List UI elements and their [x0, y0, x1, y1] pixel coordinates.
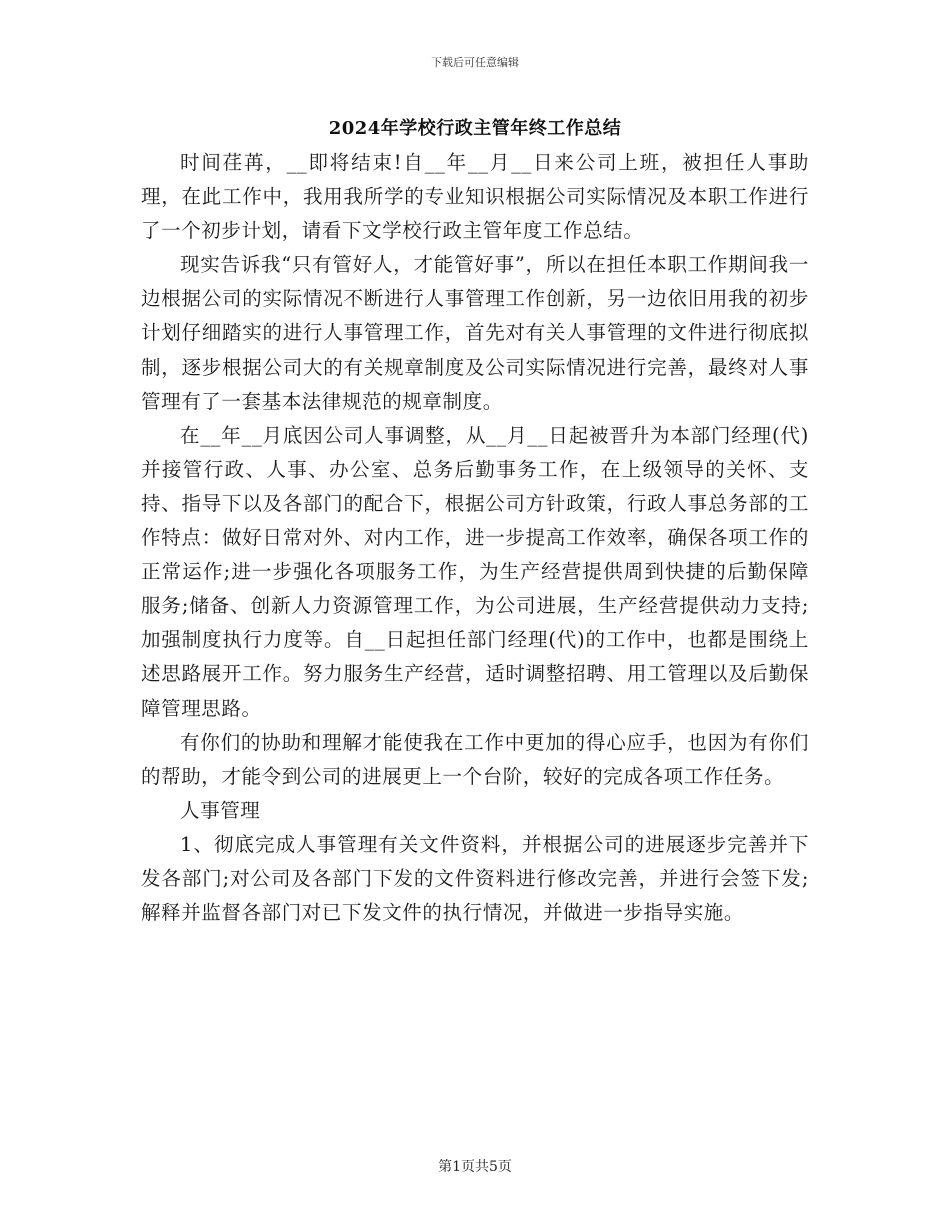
paragraph-promotion: 在__年__月底因公司人事调整，从__月__日起被晋升为本部门经理(代)并接管行政、人事、办公室、总务后勤事务工作，在上级领导的关怀、支持、指导下以及各部门的配合下，根据公司方针政策，行政人事总务部的工作特点：做好日常对外、对内工作，进一步提高工作效率，确保各项工作的正常运作;进一步强化各项服务工作，为生产经营提供周到快捷的后勤保障服务;储备、创新人力资源管理工作，为公司进展，生产经营提供动力支持;加强制度执行力度等。自__日起担任部门经理(代)的工作中，也都是围绕上述思路展开工作。努力服务生产经营，适时调整招聘、用工管理以及后勤保障管理思路。 [141, 423, 809, 720]
document-body [141, 146, 809, 930]
paragraph-thanks: 有你们的协助和理解才能使我在工作中更加的得心应手，也因为有你们的帮助，才能令到公司的进展更上一个台阶，较好的完成各项工作任务。 [141, 730, 809, 788]
paragraph-intro: 时间荏苒，__即将结束!自__年__月__日来公司上班，被担任人事助理，在此工作中，我用我所学的专业知识根据公司实际情况及本职工作进行了一个初步计划，请看下文学校行政主管年度工作总结。 [141, 151, 809, 243]
document-title: 2024年学校行政主管年终工作总结 [328, 118, 622, 139]
paragraph-item-1: 1、彻底完成人事管理有关文件资料，并根据公司的进展逐步完善并下发各部门;对公司及各部门下发的文件资料进行修改完善，并进行会签下发;解释并监督各部门对已下发文件的执行情况，并做进一步指导实施。 [141, 832, 809, 925]
page-number-footer: 第1页共5页 [438, 1159, 512, 1175]
section-heading-hr: 人事管理 [180, 798, 261, 822]
header-note: 下载后可任意编辑 [431, 56, 519, 69]
paragraph-management-principle: 现实告诉我“只有管好人，才能管好事”，所以在担任本职工作期间我一边根据公司的实际情况不断进行人事管理工作创新，另一边依旧用我的初步计划仔细踏实的进行人事管理工作，首先对有关人事管理的文件进行彻底拟制，逐步根据公司大的有关规章制度及公司实际情况进行完善，最终对人事管理有了一套基本法律规范的规章制度。 [141, 253, 809, 413]
